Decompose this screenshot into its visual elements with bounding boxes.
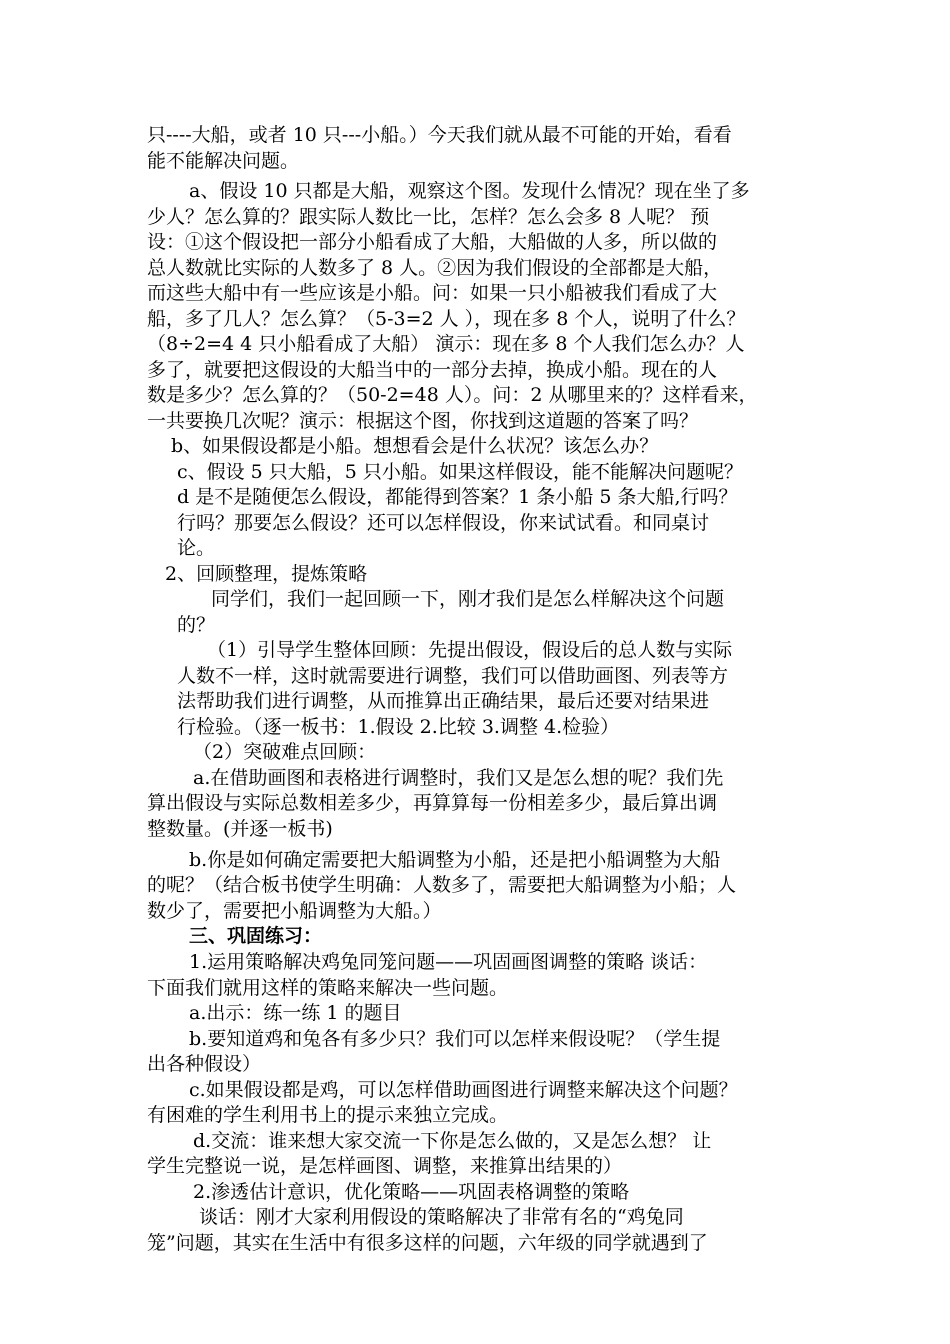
text-line: 2.渗透估计意识，优化策略——巩固表格调整的策略 xyxy=(193,1181,630,1203)
text-line: 法帮助我们进行调整，从而推算出正确结果，最后还要对结果进 xyxy=(177,690,710,712)
text-line: 人数不一样，这时就需要进行调整，我们可以借助画图、列表等方 xyxy=(177,665,729,687)
text-line: 笼”问题，其实在生活中有很多这样的问题，六年级的同学就遇到了 xyxy=(147,1232,708,1254)
text-line: a.出示：练一练 1 的题目 xyxy=(189,1002,402,1024)
text-line: d 是不是随便怎么假设，都能得到答案？1 条小船 5 条大船,行吗？ xyxy=(177,486,738,508)
text-line: 一共要换几次呢？演示：根据这个图，你找到这道题的答案了吗？ xyxy=(147,410,699,432)
text-line: 船，多了几人？怎么算？（5-3=2 人 ），现在多 8 个人，说明了什么？ xyxy=(147,308,746,330)
text-line: 的？ xyxy=(177,614,216,636)
section-heading: 三、巩固练习： xyxy=(189,925,323,947)
text-line: a、假设 10 只都是大船，观察这个图。发现什么情况？现在坐了多 xyxy=(189,180,750,202)
text-line: b、如果假设都是小船。想想看会是什么状况？该怎么办？ xyxy=(171,435,659,457)
text-line: 总人数就比实际的人数多了 8 人。②因为我们假设的全部都是大船， xyxy=(147,257,723,279)
text-line: c、假设 5 只大船，5 只小船。如果这样假设，能不能解决问题呢？ xyxy=(177,461,743,483)
text-line: 有困难的学生利用书上的提示来独立完成。 xyxy=(147,1104,509,1126)
text-line: 出各种假设） xyxy=(147,1053,262,1075)
text-line: 能不能解决问题。 xyxy=(147,150,300,172)
text-line: 同学们，我们一起回顾一下，刚才我们是怎么样解决这个问题 xyxy=(211,588,725,610)
text-line: 谈话：刚才大家利用假设的策略解决了非常有名的“鸡兔同 xyxy=(199,1206,684,1228)
text-line: b.要知道鸡和兔各有多少只？我们可以怎样来假设呢？（学生提 xyxy=(189,1028,721,1050)
text-line: 数少了，需要把小船调整为大船。） xyxy=(147,900,442,922)
text-line: （2）突破难点回顾： xyxy=(193,741,377,763)
text-line: 下面我们就用这样的策略来解决一些问题。 xyxy=(147,977,509,999)
text-line: 只----大船，或者 10 只---小船。）今天我们就从最不可能的开始，看看 xyxy=(147,124,732,146)
text-line: （1）引导学生整体回顾：先提出假设，假设后的总人数与实际 xyxy=(207,639,733,661)
text-line: 论。 xyxy=(177,537,216,559)
text-line: 多了，就要把这假设的大船当中的一部分去掉，换成小船。现在的人 xyxy=(147,359,718,381)
text-line: 设：①这个假设把一部分小船看成了大船，大船做的人多，所以做的 xyxy=(147,231,718,253)
text-line: 算出假设与实际总数相差多少，再算算每一份相差多少，最后算出调 xyxy=(147,792,718,814)
text-line: 2、回顾整理，提炼策略 xyxy=(165,563,368,585)
text-line: 1.运用策略解决鸡兔同笼问题——巩固画图调整的策略 谈话： xyxy=(189,951,708,973)
text-line: （8÷2=4 4 只小船看成了大船） 演示：现在多 8 个人我们怎么办？人 xyxy=(147,333,745,355)
text-line: 少人？怎么算的？跟实际人数比一比，怎样？怎么会多 8 人呢？ 预 xyxy=(147,206,710,228)
text-line: b.你是如何确定需要把大船调整为小船，还是把小船调整为大船 xyxy=(189,849,721,871)
text-line: c.如果假设都是鸡，可以怎样借助画图进行调整来解决这个问题？ xyxy=(189,1079,738,1101)
text-line: 行吗？那要怎么假设？还可以怎样假设，你来试试看。和同桌讨 xyxy=(177,512,710,534)
text-line: d.交流：谁来想大家交流一下你是怎么做的，又是怎么想？ 让 xyxy=(193,1130,712,1152)
text-line: 的呢？（结合板书使学生明确：人数多了，需要把大船调整为小船；人 xyxy=(147,874,737,896)
text-line: 数是多少？怎么算的？（50-2=48 人）。问：2 从哪里来的？这样看来， xyxy=(147,384,758,406)
text-line: 学生完整说一说，是怎样画图、调整，来推算出结果的） xyxy=(147,1155,623,1177)
text-line: 行检验。（逐一板书：1.假设 2.比较 3.调整 4.检验） xyxy=(177,716,620,738)
text-line: 整数量。(并逐一板书) xyxy=(147,818,333,840)
text-line: a.在借助画图和表格进行调整时，我们又是怎么想的呢？我们先 xyxy=(193,767,724,789)
text-line: 而这些大船中有一些应该是小船。问：如果一只小船被我们看成了大 xyxy=(147,282,718,304)
